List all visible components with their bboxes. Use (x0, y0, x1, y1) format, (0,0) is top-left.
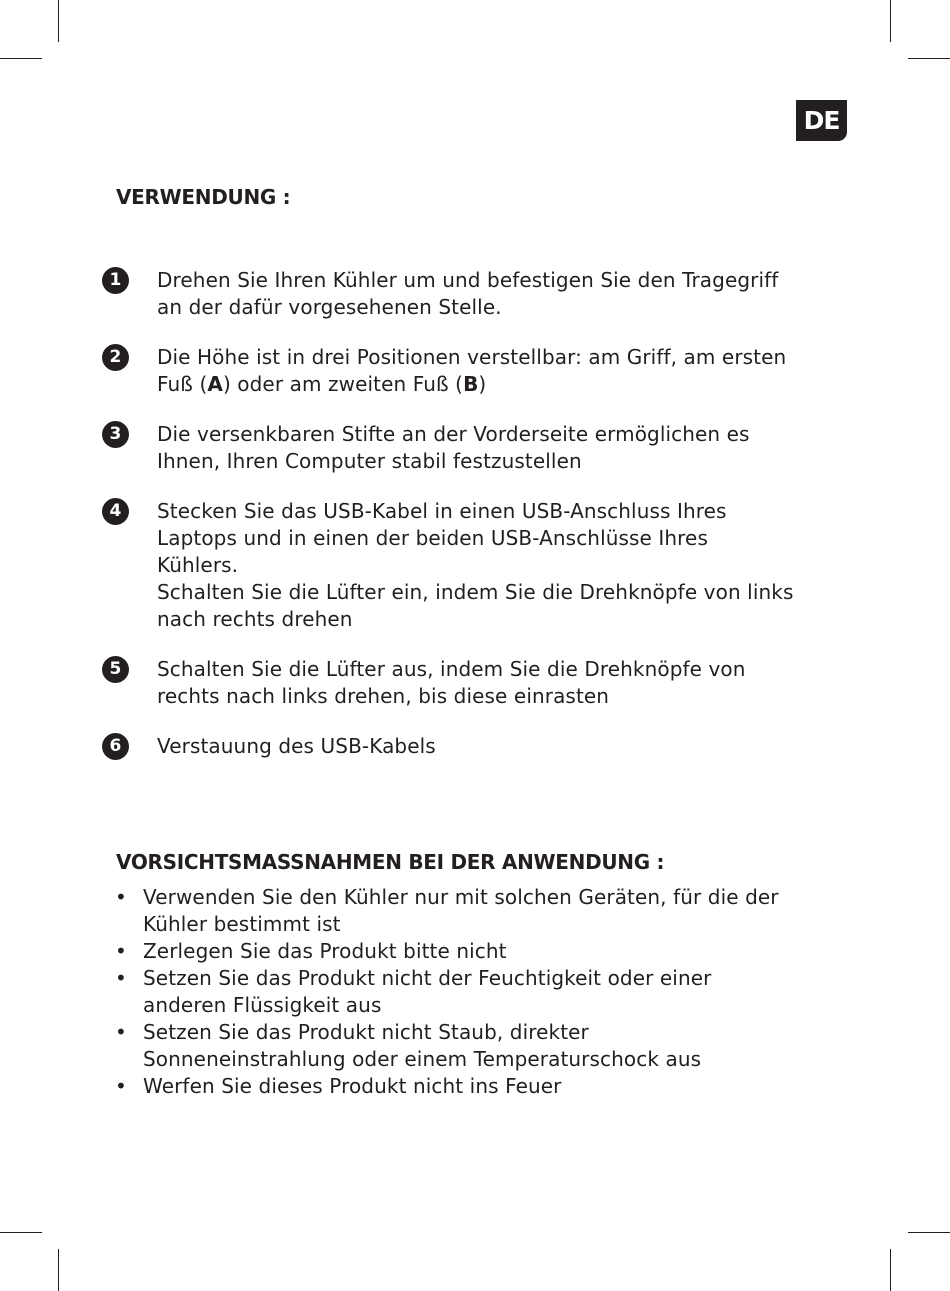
foot-b-label: B (463, 372, 479, 396)
step-text-line: an der dafür vorgesehenen Stelle. (157, 295, 502, 319)
crop-mark-top-left-horizontal (0, 58, 42, 59)
step-text-line: Laptops und in einen der beiden USB-Anschlüsse Ihres (157, 526, 708, 550)
precaution-text-line: Zerlegen Sie das Produkt bitte nicht (143, 939, 507, 963)
usage-step-3 (102, 421, 862, 475)
step-number-badge: 2 (102, 344, 129, 371)
step-number-badge: 1 (102, 267, 129, 294)
usage-heading: VERWENDUNG : (116, 185, 291, 209)
step-text-line: Drehen Sie Ihren Kühler um und befestigen Sie den Tragegriff (157, 268, 779, 292)
step-text-line: Schalten Sie die Lüfter aus, indem Sie die Drehknöpfe von (157, 657, 746, 681)
precautions-list (113, 884, 873, 1100)
step-text-line: Ihnen, Ihren Computer stabil festzustellen (157, 449, 582, 473)
usage-steps-list (102, 267, 862, 783)
usage-step-5 (102, 656, 862, 710)
step-text-line: Verstauung des USB-Kabels (157, 734, 436, 758)
precaution-item-5 (113, 1073, 873, 1100)
precaution-text-line: Kühler bestimmt ist (143, 912, 341, 936)
precaution-text-line: Setzen Sie das Produkt nicht Staub, direkter (143, 1020, 589, 1044)
precaution-item-1 (113, 884, 873, 938)
crop-mark-top-right-vertical (890, 0, 891, 42)
step-number-badge: 6 (102, 733, 129, 760)
step-number-badge: 5 (102, 656, 129, 683)
precaution-item-3 (113, 965, 873, 1019)
bullet-icon: • (115, 885, 127, 909)
usage-step-1 (102, 267, 862, 321)
step-number-badge: 3 (102, 421, 129, 448)
usage-step-2 (102, 344, 862, 398)
step-text-line: Schalten Sie die Lüfter ein, indem Sie die Drehknöpfe von links (157, 580, 794, 604)
step-text-fragment: ) oder am zweiten Fuß ( (222, 372, 464, 396)
precaution-item-2 (113, 938, 873, 965)
step-text-line: Stecken Sie das USB-Kabel in einen USB-Anschluss Ihres (157, 499, 727, 523)
crop-mark-bottom-right-horizontal (908, 1232, 950, 1233)
usage-step-4 (102, 498, 862, 633)
precaution-text-line: Sonneneinstrahlung oder einem Temperaturschock aus (143, 1047, 702, 1071)
language-badge: DE (796, 100, 847, 141)
step-text-fragment: Fuß ( (157, 372, 208, 396)
bullet-icon: • (115, 1074, 127, 1098)
precaution-text-line: Werfen Sie dieses Produkt nicht ins Feuer (143, 1074, 562, 1098)
step-text-line: Die Höhe ist in drei Positionen verstellbar: am Griff, am ersten (157, 345, 787, 369)
step-text-line: Kühlers. (157, 553, 239, 577)
bullet-icon: • (115, 1020, 127, 1044)
foot-a-label: A (207, 372, 223, 396)
step-number-badge: 4 (102, 498, 129, 525)
precaution-item-4 (113, 1019, 873, 1073)
precaution-text-line: Verwenden Sie den Kühler nur mit solchen Geräten, für die der (143, 885, 779, 909)
crop-mark-top-right-horizontal (908, 58, 950, 59)
crop-mark-bottom-left-horizontal (0, 1232, 42, 1233)
crop-mark-bottom-left-vertical (58, 1249, 59, 1291)
step-text-line: rechts nach links drehen, bis diese einrasten (157, 684, 610, 708)
step-text-line (157, 371, 862, 398)
precautions-heading: VORSICHTSMASSNAHMEN BEI DER ANWENDUNG : (116, 850, 665, 874)
bullet-icon: • (115, 939, 127, 963)
precaution-text-line: anderen Flüssigkeit aus (143, 993, 382, 1017)
bullet-icon: • (115, 966, 127, 990)
precaution-text-line: Setzen Sie das Produkt nicht der Feuchtigkeit oder einer (143, 966, 712, 990)
step-text-line: nach rechts drehen (157, 607, 353, 631)
step-text-line: Die versenkbaren Stifte an der Vorderseite ermöglichen es (157, 422, 750, 446)
crop-mark-bottom-right-vertical (890, 1249, 891, 1291)
usage-step-6 (102, 733, 862, 760)
step-text-fragment: ) (478, 372, 487, 396)
crop-mark-top-left-vertical (58, 0, 59, 42)
